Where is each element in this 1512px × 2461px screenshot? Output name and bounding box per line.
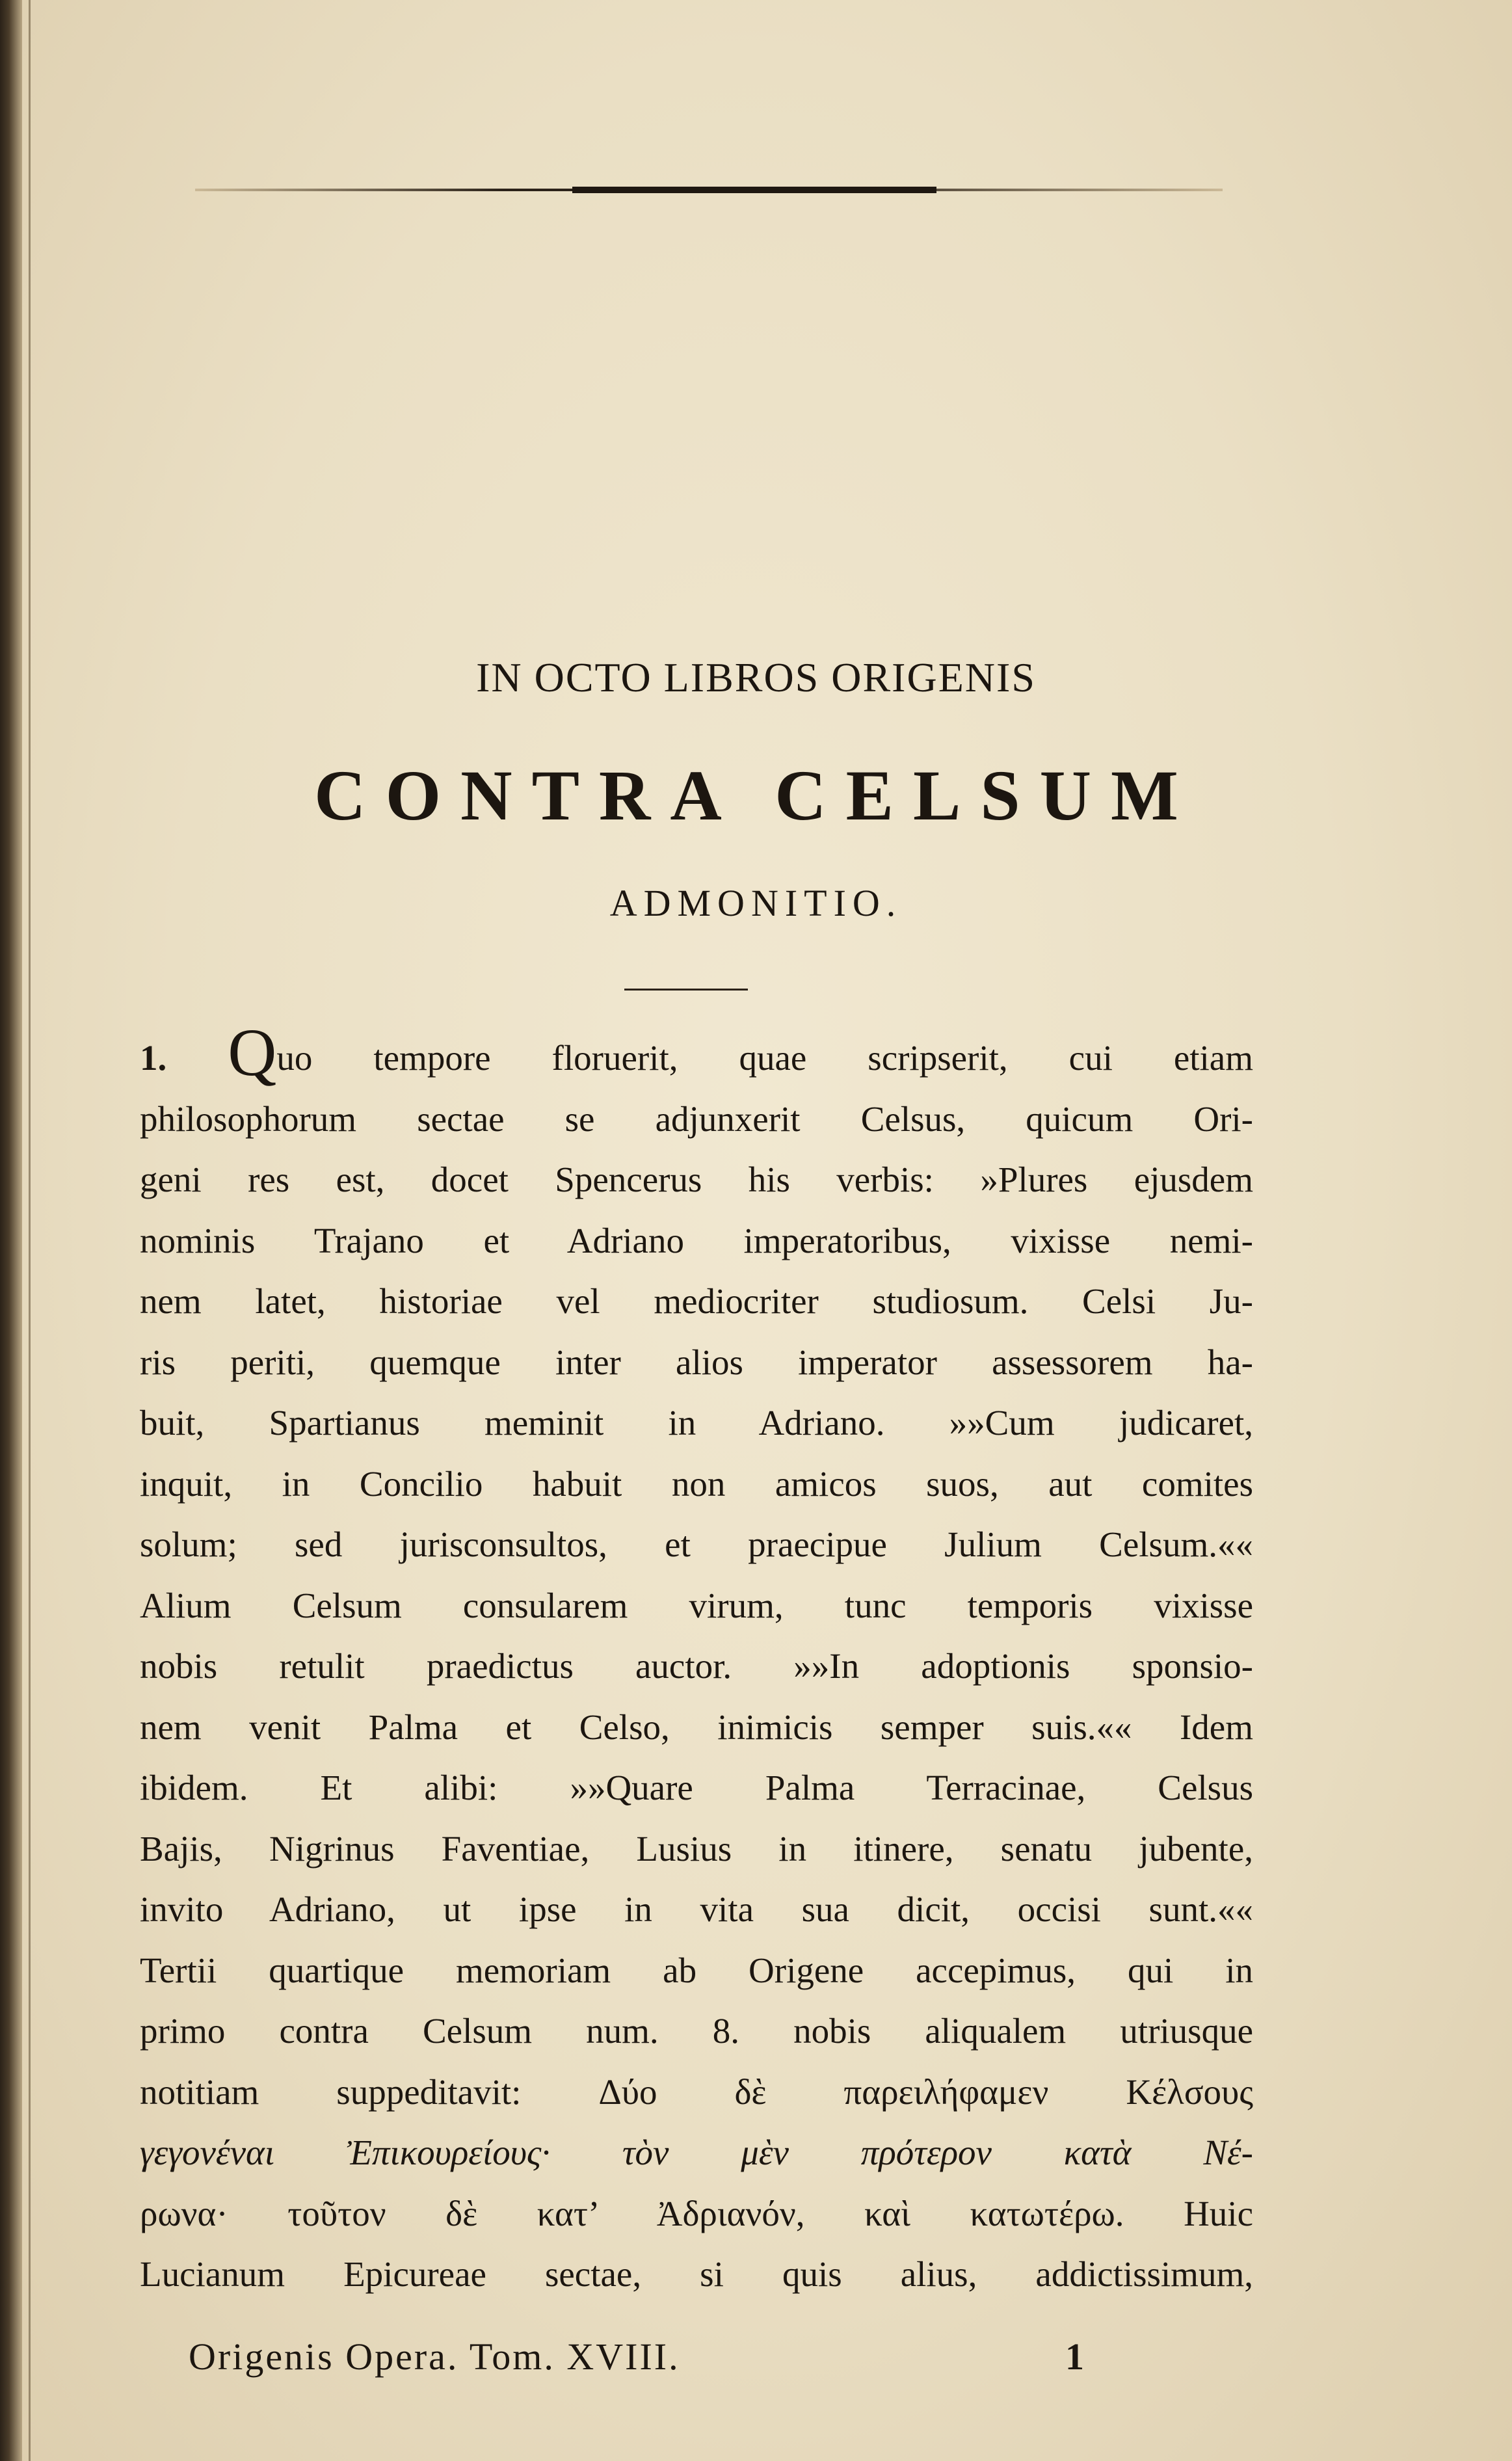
title-line-2: CONTRA CELSUM — [314, 756, 1198, 835]
body-line: 1. Quo tempore floruerit, quae scripserit, cui etiam — [140, 1028, 1253, 1089]
body-line: Alium Celsum consularem virum, tunc temporis vixisse — [140, 1585, 1253, 1625]
admonitio-body-text — [140, 1028, 1253, 2305]
body-line: geni res est, docet Spencerus his verbis: »Plures ejusdem — [140, 1160, 1253, 1199]
body-line: Lucianum Epicureae sectae, si quis alius, addictissimum, — [140, 2254, 1253, 2294]
body-line: nominis Trajano et Adriano imperatoribus, vixisse nemi- — [140, 1220, 1253, 1260]
body-line: notitiam suppeditavit: Δύο δὲ παρειλήφαμεν Κέλσους — [140, 2071, 1253, 2112]
binding-gutter — [0, 0, 22, 2461]
body-line: primo contra Celsum num. 8. nobis aliqualem utriusque — [140, 2011, 1253, 2051]
header-rule-thick — [572, 187, 936, 193]
body-line: nobis retulit praedictus auctor. »»In adoptionis sponsio- — [140, 1646, 1253, 1686]
signature-mark: 1 — [1065, 2335, 1086, 2378]
binding-edge-line — [29, 0, 31, 2461]
body-line: philosophorum sectae se adjunxerit Celsus, quicum Ori- — [140, 1098, 1253, 1139]
paragraph-number: 1. — [140, 1038, 167, 1078]
body-line: ibidem. Et alibi: »»Quare Palma Terracinae, Celsus — [140, 1768, 1253, 1807]
section-divider-rule — [624, 989, 748, 991]
page-footer — [189, 2335, 1086, 2378]
drop-initial: Q — [228, 1028, 277, 1089]
body-line: Bajis, Nigrinus Faventiae, Lusius in itinere, senatu jubente, — [140, 1828, 1253, 1869]
body-line: invito Adriano, ut ipse in vita sua dicit, occisi sunt.«« — [140, 1889, 1253, 1929]
title-line-3: ADMONITIO. — [609, 882, 903, 924]
body-line: inquit, in Concilio habuit non amicos suos, aut comites — [140, 1463, 1253, 1504]
body-line: ρωνα· τοῦτον δὲ κατ’ Ἀδριανόν, καὶ κατωτέρω. Huic — [140, 2193, 1253, 2233]
body-line: buit, Spartianus meminit in Adriano. »»Cum judicaret, — [140, 1403, 1253, 1443]
body-line: nem venit Palma et Celso, inimicis semper suis.«« Idem — [140, 1707, 1253, 1747]
title-line-1: IN OCTO LIBROS ORIGENIS — [476, 654, 1036, 700]
body-line: Tertii quartique memoriam ab Origene accepimus, qui in — [140, 1950, 1253, 1990]
body-line: ris periti, quemque inter alios imperator assessorem ha- — [140, 1342, 1253, 1382]
running-title: Origenis Opera. Tom. XVIII. — [189, 2335, 680, 2378]
body-line: solum; sed jurisconsultos, et praecipue Julium Celsum.«« — [140, 1524, 1253, 1564]
body-line: nem latet, historiae vel mediocriter studiosum. Celsi Ju- — [140, 1281, 1253, 1321]
body-line-greek: γεγονέναι Ἐπικουρείους· τὸν μὲν πρότερον κατὰ Νέ- — [140, 2133, 1253, 2172]
